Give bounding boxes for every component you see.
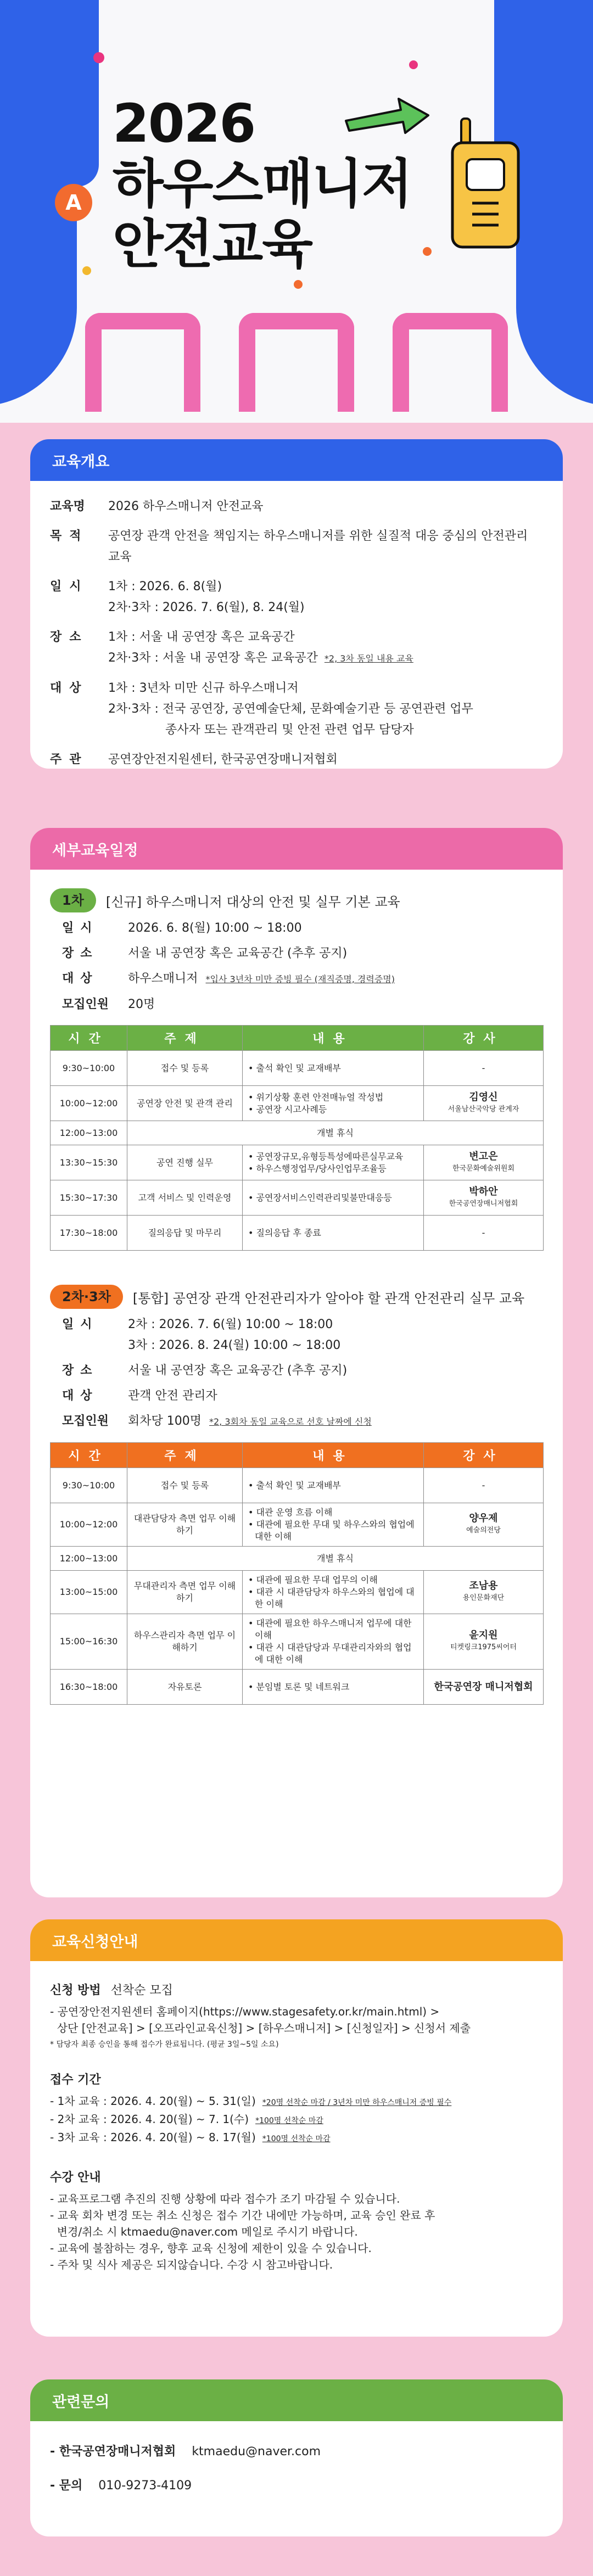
instructor-name: 조남용 [469,1580,498,1592]
time-cell: 15:30~17:30 [51,1180,127,1216]
instructor-cell [424,1216,544,1251]
topic-cell: 공연 진행 실무 [127,1145,243,1180]
instructor-org: 티켓링크1975씨어터 [450,1643,517,1651]
session-info-value [128,918,543,939]
session2-heading [50,1285,543,1309]
session-info-line: 20명 [128,998,155,1011]
hero-title-line1: 하우스매니저 [113,153,412,215]
overview-note: *2, 3차 동일 내용 교육 [324,653,413,664]
contact-org: - 한국공연장매니저협회 [50,2445,176,2459]
content-item: • 위기상황 훈련 안전매뉴얼 작성법 [248,1091,384,1102]
session-info-key: 모집인원 [62,1414,109,1428]
overview-key: 교육명 [50,500,85,513]
instructor-cell [424,1571,544,1614]
content-item: • 대관 시 대관담당자 하우스와의 협업에 대한 이해 [248,1587,415,1609]
session-info-line: 2026. 6. 8(월) 10:00 ~ 18:00 [128,921,302,935]
notice-line: - 교육에 불참하는 경우, 향후 교육 신청에 제한이 있을 수 있습니다. [50,2242,372,2255]
notice-line: 변경/취소 시 ktmaedu@naver.com 메일로 주시기 바랍니다. [50,2225,358,2238]
content-item: • 대관 시 대관담당과 무대관리자와의 협업에 대한 이해 [248,1642,412,1665]
hero-title-line2: 안전교육 [113,214,312,275]
content-item: • 질의응답 후 종료 [248,1227,321,1238]
contact-panel [30,2379,563,2536]
overview-value [108,749,543,769]
overview-line: 1차 : 2026. 6. 8(월) [108,580,222,593]
session-info-line: 회차당 100명 *2, 3회차 동일 교육으로 선호 날짜에 신청 [128,1414,372,1428]
walkie-talkie-icon [445,115,527,253]
session-info-key: 장소 [62,947,99,960]
instructor-name: 박하안 [469,1185,498,1197]
instructor-name: - [482,1480,485,1491]
curtain-left-fold [55,0,99,187]
session-info-value [128,1314,543,1356]
instructor-name: - [482,1227,485,1238]
method-line: - 공연장안전지원센터 홈페이지(https://www.stagesafety.or.kr/main.html) > [50,2005,440,2018]
time-cell: 15:00~16:30 [51,1614,127,1670]
time-cell: 9:30~10:00 [51,1051,127,1086]
topic-cell: 질의응답 및 마무리 [127,1216,243,1251]
seat-icon [85,313,200,412]
overview-header: 교육개요 [30,439,563,481]
session2-title: [통합] 공연장 관객 안전관리자가 알아야 할 관객 안전관리 실무 교육 [132,1290,525,1306]
session2-info [50,1314,543,1432]
content-cell [243,1180,424,1216]
hero-title [113,93,411,275]
content-item: • 대관에 필요한 하우스매니저 업무에 대한 이해 [248,1618,412,1640]
time-cell: 13:00~15:00 [51,1571,127,1614]
break-cell: 개별 휴식 [127,1547,544,1571]
time-cell: 17:30~18:00 [51,1216,127,1251]
session-info-key: 일시 [62,921,99,935]
overview-key: 일시 [50,580,89,593]
session1-pill: 1차 [50,888,96,912]
confetti-dot [82,266,91,275]
notice-title: 수강 안내 [50,2171,101,2185]
topic-cell: 대관담당자 측면 업무 이해하기 [127,1503,243,1547]
overview-row [50,526,543,568]
instructor-cell [424,1614,544,1670]
overview-line: 공연장 관객 안전을 책임지는 하우스매니저를 위한 실질적 대응 중심의 안전관리 교육 [108,529,528,564]
instructor-cell [424,1670,544,1705]
session-info-note: *2, 3회차 동일 교육으로 선호 날짜에 신청 [209,1416,372,1427]
content-item: • 출석 확인 및 교재배부 [248,1480,341,1491]
overview-value [108,526,543,568]
topic-cell: 하우스관리자 측면 업무 이해하기 [127,1614,243,1670]
overview-value [108,576,543,618]
table-header-cell: 내용 [243,1026,424,1051]
contact-header: 관련문의 [30,2379,563,2421]
session-info-row [62,943,543,964]
instructor-name: 양우제 [469,1513,498,1524]
overview-row [50,749,543,769]
table-header-cell: 내용 [243,1443,424,1468]
detail-header: 세부교육일정 [30,828,563,870]
notice-line: - 주차 및 식사 제공은 되지않습니다. 수강 시 참고바랍니다. [50,2258,333,2271]
apply-method-title [50,1981,543,1998]
overview-row [50,627,543,669]
break-cell: 개별 휴식 [127,1121,544,1145]
confetti-dot [294,280,303,289]
notice-line: - 교육 회차 변경 또는 취소 신청은 접수 기간 내에만 가능하며, 교육 승인 완료 후 [50,2209,435,2222]
session-info-row [62,968,543,990]
overview-panel [30,439,563,769]
detail-body [30,870,563,1718]
content-cell [243,1468,424,1503]
instructor-cell [424,1468,544,1503]
overview-value [108,627,543,669]
apply-header: 교육신청안내 [30,1919,563,1961]
contact-email[interactable]: ktmaedu@naver.com [192,2445,321,2459]
overview-line: 공연장안전지원센터, 한국공연장매니저협회 [108,753,338,766]
overview-row [50,678,543,741]
theater-seats [0,307,593,423]
session-info-line: 3차 : 2026. 8. 24(월) 10:00 ~ 18:00 [128,1339,341,1352]
topic-cell: 공연장 안전 및 관객 관리 [127,1086,243,1121]
notice-line: - 교육프로그램 추진의 진행 상황에 따라 접수가 조기 마감될 수 있습니다. [50,2192,400,2205]
topic-cell: 고객 서비스 및 인력운영 [127,1180,243,1216]
content-cell [243,1051,424,1086]
period-line: - 1차 교육 : 2026. 4. 20(월) ~ 5. 31(일) *20명 선착순 마감 / 3년차 미만 하우스매니저 증빙 필수 [50,2095,452,2108]
table-header-cell: 강사 [424,1443,544,1468]
content-item: • 대관에 필요한 무대 및 하우스와의 협업에 대한 이해 [248,1519,415,1542]
table-row [51,1614,544,1670]
apply-body [30,1961,563,2286]
time-cell: 9:30~10:00 [51,1468,127,1503]
time-cell: 12:00~13:00 [51,1121,127,1145]
instructor-cell [424,1180,544,1216]
session-info-line: 2차 : 2026. 7. 6(월) 10:00 ~ 18:00 [128,1318,333,1331]
instructor-org: 한국문화예술위원회 [452,1164,515,1173]
topic-cell: 자유토론 [127,1670,243,1705]
seat-icon [393,313,508,412]
overview-row [50,576,543,618]
time-cell: 10:00~12:00 [51,1086,127,1121]
session-info-line: 서울 내 공연장 혹은 교육공간 (추후 공지) [128,947,348,960]
topic-cell: 접수 및 등록 [127,1468,243,1503]
content-cell [243,1571,424,1614]
session-info-key: 대상 [62,972,99,985]
session-info-row [62,1411,543,1432]
confetti-dot [93,52,104,63]
session-info-row [62,918,543,939]
session-info-value [128,943,543,964]
period-line: - 3차 교육 : 2026. 4. 20(월) ~ 8. 17(월) *100명 선착순 마감 [50,2131,331,2144]
method-lines [50,2003,543,2036]
session1-schedule-table [50,1025,544,1251]
content-item: • 대관 운영 흐름 이해 [248,1507,333,1517]
instructor-name: 윤지원 [469,1629,498,1641]
overview-line: 2차·3차 : 서울 내 공연장 혹은 교육공간 *2, 3차 동일 내용 교육 [108,651,413,665]
contact-org-row [50,2441,543,2463]
session-info-value [128,1360,543,1381]
content-item: • 분임별 토론 및 네트워크 [248,1681,350,1692]
content-cell [243,1503,424,1547]
session-info-key: 대상 [62,1389,99,1403]
overview-key: 장소 [50,630,89,644]
session-info-row [62,1360,543,1381]
topic-cell: 접수 및 등록 [127,1051,243,1086]
hero-banner [0,0,593,423]
overview-value [108,496,543,517]
time-cell: 13:30~15:30 [51,1145,127,1180]
table-row [51,1121,544,1145]
method-sub: 선착순 모집 [110,1984,173,1997]
detail-panel [30,828,563,1897]
overview-line: 2차·3차 : 전국 공연장, 공연예술단체, 문화예술기관 등 공연관련 업무 [108,702,473,716]
session-info-line: 서울 내 공연장 혹은 교육공간 (추후 공지) [128,1364,348,1377]
session-info-value [128,994,543,1015]
table-header-row [51,1026,544,1051]
table-row [51,1468,544,1503]
session-info-row [62,994,543,1015]
overview-body [30,481,563,769]
content-cell [243,1086,424,1121]
method-label: 신청 방법 [50,1984,101,1997]
instructor-org: 예술의전당 [466,1526,501,1535]
method-note: * 담당자 최종 승인을 통해 접수가 완료됩니다. (평균 3일~5일 소요) [50,2040,279,2049]
badge-a: A [55,184,92,221]
confetti-dot [423,247,432,256]
instructor-name: 변고은 [469,1150,498,1162]
seat-icon [239,313,354,412]
contact-phone[interactable]: 010-9273-4109 [98,2479,192,2493]
session-info-key: 일시 [62,1318,99,1331]
instructor-cell [424,1051,544,1086]
instructor-cell [424,1086,544,1121]
overview-key: 주관 [50,753,89,766]
content-item: • 공연장 시고사례등 [248,1104,327,1115]
hero-year: 2026 [113,93,255,154]
instructor-cell [424,1145,544,1180]
overview-line: 종사자 또는 관객관리 및 안전 관련 업무 담당자 [165,723,414,737]
instructor-org: 용인문화재단 [462,1594,505,1602]
content-item: • 대관에 필요한 무대 업무의 이해 [248,1575,378,1585]
content-item: • 출석 확인 및 교재배부 [248,1062,341,1073]
contact-body [30,2421,563,2510]
table-row [51,1547,544,1571]
session-info-line: 관객 안전 관리자 [128,1389,217,1403]
content-item: • 공연장규모,유형등특성에따른실무교육 [248,1151,404,1162]
topic-cell: 무대관리자 측면 업무 이해하기 [127,1571,243,1614]
period-note: *100명 선착순 마감 [255,2116,323,2125]
table-header-cell: 주제 [127,1026,243,1051]
session1-info [50,918,543,1015]
table-row [51,1503,544,1547]
contact-phone-label: - 문의 [50,2479,83,2493]
overview-line: 2026 하우스매니저 안전교육 [108,500,264,513]
session-info-note: *입사 3년차 미만 증빙 필수 (재직증명, 경력증명) [205,974,395,984]
table-row [51,1145,544,1180]
table-row [51,1051,544,1086]
table-row [51,1086,544,1121]
instructor-org: 서울남산국악당 관계자 [447,1105,519,1113]
content-item: • 공연장서비스인력관리및불만대응등 [248,1192,392,1203]
time-cell: 10:00~12:00 [51,1503,127,1547]
table-header-row [51,1443,544,1468]
method-line: 상단 [안전교육] > [오프라인교육신청] > [하우스매니저] > [신청일자] > 신청서 제출 [50,2021,471,2035]
content-cell [243,1145,424,1180]
session-info-key: 모집인원 [62,998,109,1011]
table-row [51,1216,544,1251]
session-info-value [128,968,543,990]
session2-pill: 2차·3차 [50,1285,123,1309]
contact-phone-row [50,2475,543,2497]
content-cell [243,1216,424,1251]
instructor-cell [424,1503,544,1547]
content-cell [243,1614,424,1670]
content-item: • 하우스행정업무/당사인업무조율등 [248,1163,387,1174]
table-header-cell: 시간 [51,1443,127,1468]
table-row [51,1571,544,1614]
session-info-key: 장소 [62,1364,99,1377]
overview-line: 1차 : 서울 내 공연장 혹은 교육공간 [108,630,295,644]
session1-title: [신규] 하우스매니저 대상의 안전 및 실무 기본 교육 [105,894,400,910]
period-line: - 2차 교육 : 2026. 4. 20(월) ~ 7. 1(수) *100명 선착순 마감 [50,2113,323,2126]
session-info-value [128,1386,543,1407]
session1-heading [50,888,543,912]
overview-row [50,496,543,517]
session-info-row [62,1386,543,1407]
content-cell [243,1670,424,1705]
instructor-name: 김영신 [469,1091,498,1103]
session-info-line: 하우스매니저 *입사 3년차 미만 증빙 필수 (재직증명, 경력증명) [128,972,395,985]
instructor-name: 한국공연장 매니저협회 [434,1681,533,1693]
table-header-cell: 주제 [127,1443,243,1468]
time-cell: 16:30~18:00 [51,1670,127,1705]
overview-line: 1차 : 3년차 미만 신규 하우스매니저 [108,681,299,695]
instructor-org: 한국공연장매니저협회 [449,1199,518,1208]
session-info-value [128,1411,543,1432]
session-info-row [62,1314,543,1356]
instructor-name: - [482,1062,485,1073]
overview-line: 2차·3차 : 2026. 7. 6(월), 8. 24(월) [108,601,305,614]
period-note: *20명 선착순 마감 / 3년차 미만 하우스매니저 증빙 필수 [262,2098,452,2107]
table-row [51,1180,544,1216]
time-cell: 12:00~13:00 [51,1547,127,1571]
table-row [51,1670,544,1705]
confetti-dot [409,60,418,69]
overview-key: 대상 [50,681,89,695]
overview-key: 목적 [50,529,89,543]
apply-panel [30,1919,563,2337]
table-header-cell: 강사 [424,1026,544,1051]
period-title: 접수 기간 [50,2073,101,2087]
notice-lines [50,2191,543,2273]
period-note: *100명 선착순 마감 [262,2135,331,2143]
period-lines [50,2093,543,2147]
session2-schedule-table [50,1442,544,1705]
table-header-cell: 시간 [51,1026,127,1051]
overview-value [108,678,543,741]
